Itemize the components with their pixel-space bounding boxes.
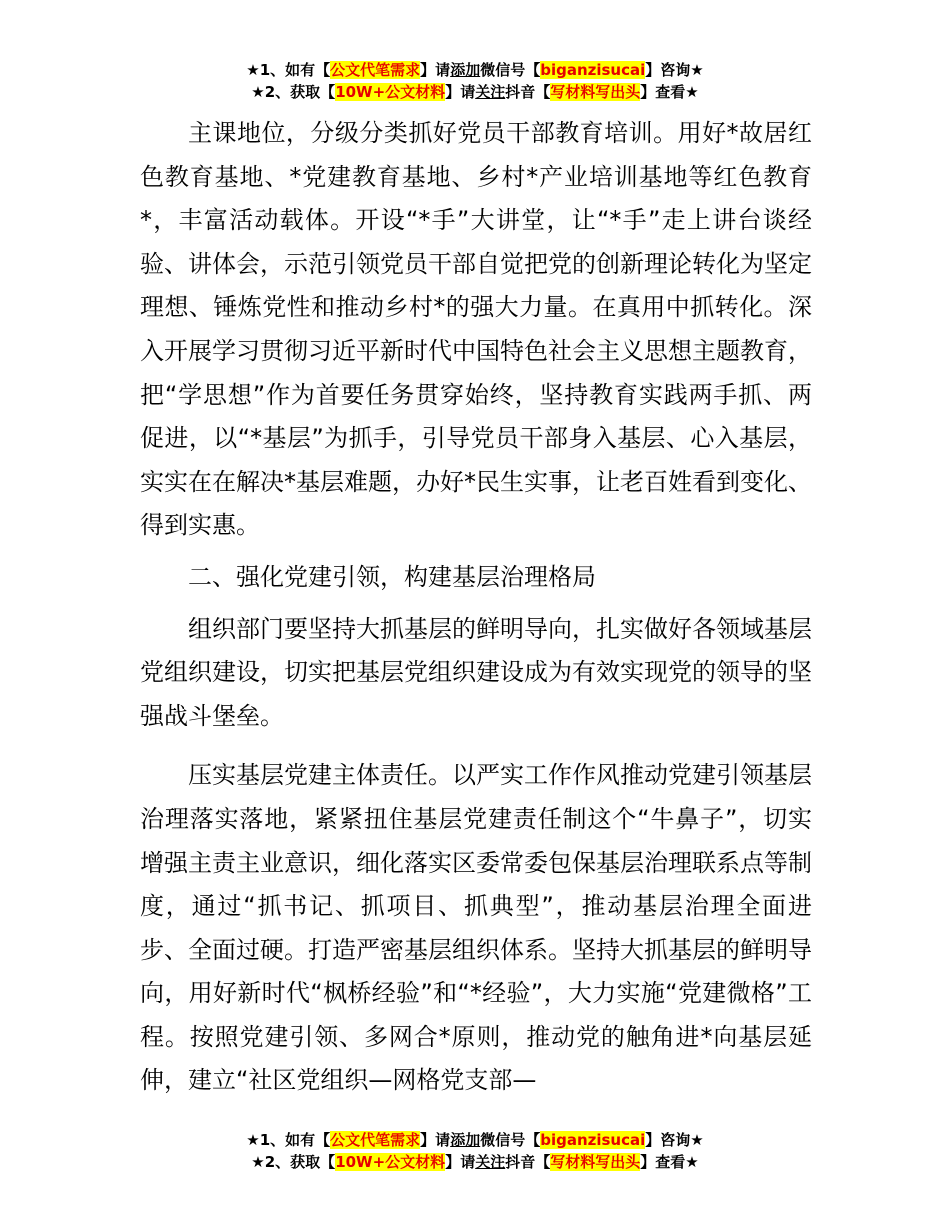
paragraph-2: 组织部门要坚持大抓基层的鲜明导向，扎实做好各领域基层党组织建设，切实把基层党组织建设成为有效实现党的领导的坚强战斗堡垒。: [140, 614, 812, 730]
highlight-douyin: 写材料写出头: [550, 1153, 641, 1171]
underline-follow: 关注: [475, 83, 506, 101]
underline-add: 添加: [450, 1131, 481, 1149]
banner-line-2: ★2、获取【10W+公文材料】请关注抖音【写材料写出头】查看★: [251, 1153, 699, 1171]
banner-line-2: ★2、获取【10W+公文材料】请关注抖音【写材料写出头】查看★: [251, 83, 699, 101]
banner-line-1: ★1、如有【公文代笔需求】请添加微信号【biganzisucai】咨询★: [246, 61, 704, 79]
highlight-douyin: 写材料写出头: [550, 83, 641, 101]
highlight-materials: 10W+公文材料: [335, 1153, 446, 1171]
paragraph-1: 主课地位，分级分类抓好党员干部教育培训。用好*故居红色教育基地、*党建教育基地、乡村*产业培训基地等红色教育*，丰富活动载体。开设“*手”大讲堂，让“*手”走上讲台谈经验、讲体会，示范引领党员干部自觉把党的创新理论转化为坚定理想、锤炼党性和推动乡村*的强大力量。在真用中抓转化。深入开展学习贯彻习近平新时代中国特色社会主义思想主题教育，把“学思想”作为首要任务贯穿始终，坚持教育实践两手抓、两促进，以“*基层”为抓手，引导党员干部身入基层、心入基层，实实在在解决*基层难题，办好*民生实事，让老百姓看到变化、得到实惠。: [140, 119, 812, 540]
underline-follow: 关注: [475, 1153, 506, 1171]
highlight-ghostwriting: 公文代笔需求: [330, 1131, 421, 1149]
underline-add: 添加: [450, 61, 481, 79]
highlight-wechat-id: biganzisucai: [540, 61, 646, 79]
highlight-ghostwriting: 公文代笔需求: [330, 61, 421, 79]
document-body: [140, 112, 812, 1103]
paragraph-3: 压实基层党建主体责任。以严实工作作风推动党建引领基层治理落实落地，紧紧扭住基层党建责任制这个“牛鼻子”，切实增强主责主业意识，细化落实区委常委包保基层治理联系点等制度，通过“抓书记、抓项目、抓典型”，推动基层治理全面进步、全面过硬。打造严密基层组织体系。坚持大抓基层的鲜明导向，用好新时代“枫桥经验”和“*经验”，大力实施“党建微格”工程。按照党建引领、多网合*原则，推动党的触角进*向基层延伸，建立“社区党组织—网格党支部—: [140, 761, 812, 1095]
footer-banner: [0, 1129, 950, 1173]
highlight-materials: 10W+公文材料: [335, 83, 446, 101]
highlight-wechat-id: biganzisucai: [540, 1131, 646, 1149]
banner-line-1: ★1、如有【公文代笔需求】请添加微信号【biganzisucai】咨询★: [246, 1131, 704, 1149]
section-heading: 二、强化党建引领，构建基层治理格局: [188, 562, 596, 591]
header-banner: [0, 59, 950, 103]
